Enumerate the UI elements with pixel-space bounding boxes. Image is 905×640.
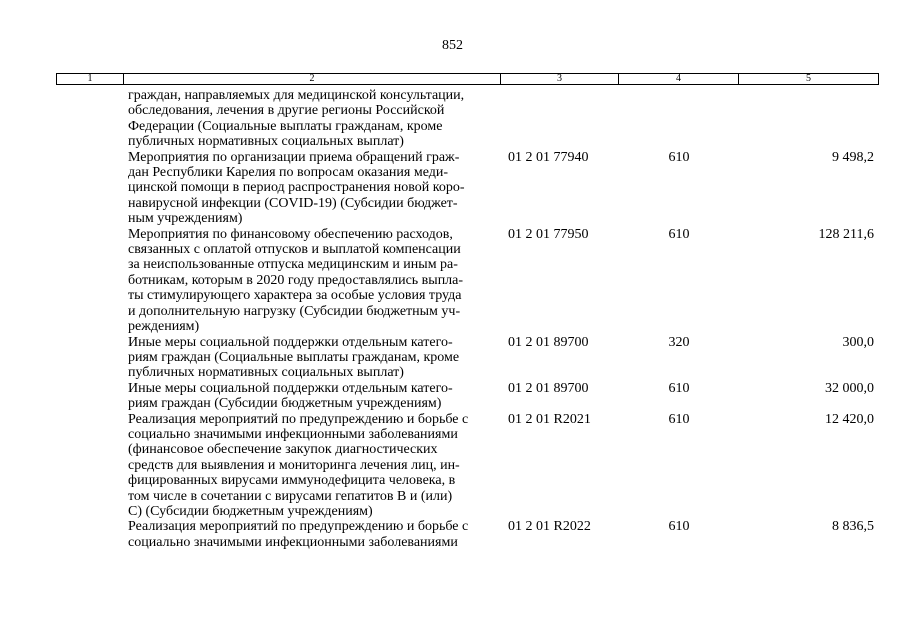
row-description: Реализация мероприятий по предупреждению и борьбе с социально значимыми инфекционными заболеваниями (финансовое обеспечение закупок диагностических средств для выявления и мониторинга лечения лиц, ин- фицированных вирусами иммунодефицита человека, в том числе в сочетании с вирусами гепатитов B и (или) C) (Субсидии бюджетным учреждениям) — [128, 411, 469, 519]
table-body — [0, 88, 905, 550]
row-description: Реализация мероприятий по предупреждению и борьбе с социально значимыми инфекционными заболеваниями — [128, 519, 469, 550]
row-code: 01 2 01 R2022 — [508, 519, 591, 535]
row-expense-type: 610 — [668, 149, 690, 165]
row-amount: 128 211,6 — [818, 226, 874, 242]
row-expense-type: 320 — [668, 334, 690, 350]
row-code: 01 2 01 R2021 — [508, 411, 591, 427]
table-row — [0, 88, 905, 150]
header-col-3: 3 — [501, 74, 619, 84]
row-amount: 32 000,0 — [825, 380, 874, 396]
row-code: 01 2 01 89700 — [508, 380, 589, 396]
row-code: 01 2 01 89700 — [508, 334, 589, 350]
row-description: Иные меры социальной поддержки отдельным катего- риям граждан (Субсидии бюджетным учреждениям) — [128, 380, 453, 412]
row-description: граждан, направляемых для медицинской консультации, обследования, лечения в другие регионы Российской Федерации (Социальные выплаты гражданам, кроме публичных нормативных социальных выплат) — [128, 88, 465, 150]
row-expense-type: 610 — [668, 226, 690, 242]
table-row — [0, 412, 905, 520]
row-expense-type: 610 — [668, 380, 690, 396]
row-code: 01 2 01 77940 — [508, 149, 589, 165]
row-code: 01 2 01 77950 — [508, 226, 589, 242]
table-row — [0, 519, 905, 550]
header-col-2: 2 — [124, 74, 501, 84]
header-col-5: 5 — [806, 73, 811, 84]
row-expense-type: 610 — [668, 411, 690, 427]
header-col-4: 4 — [619, 74, 739, 84]
header-col-1: 1 — [57, 74, 124, 84]
row-amount: 12 420,0 — [825, 411, 874, 427]
row-amount: 8 836,5 — [832, 519, 874, 535]
table-row — [0, 381, 905, 412]
row-amount: 300,0 — [842, 334, 874, 350]
row-description: Мероприятия по организации приема обращений граж- дан Республики Карелия по вопросам оказания меди- цинской помощи в период распространения новой коро- навирусной инфекции (COVID-19) (Субсидии бюджет- ным учреждениям) — [128, 149, 465, 227]
row-description: Иные меры социальной поддержки отдельным катего- риям граждан (Социальные выплаты гражданам, кроме публичных нормативных социальных выплат) — [128, 334, 460, 381]
row-description: Мероприятия по финансовому обеспечению расходов, связанных с оплатой отпусков и выплатой компенсации за неиспользованные отпуска медицинским и иным ра- ботникам, которым в 2020 году предоставлялись выпла- ты стимулирующего характера за особые условия труда и дополнительную нагрузку (Субсидии бюджетным уч- реждениям) — [128, 226, 464, 335]
table-row — [0, 227, 905, 335]
row-amount: 9 498,2 — [832, 149, 874, 165]
row-expense-type: 610 — [668, 519, 690, 535]
table-row — [0, 150, 905, 227]
table-row — [0, 335, 905, 381]
page-number: 852 — [442, 38, 463, 53]
table-header-row — [56, 73, 879, 85]
